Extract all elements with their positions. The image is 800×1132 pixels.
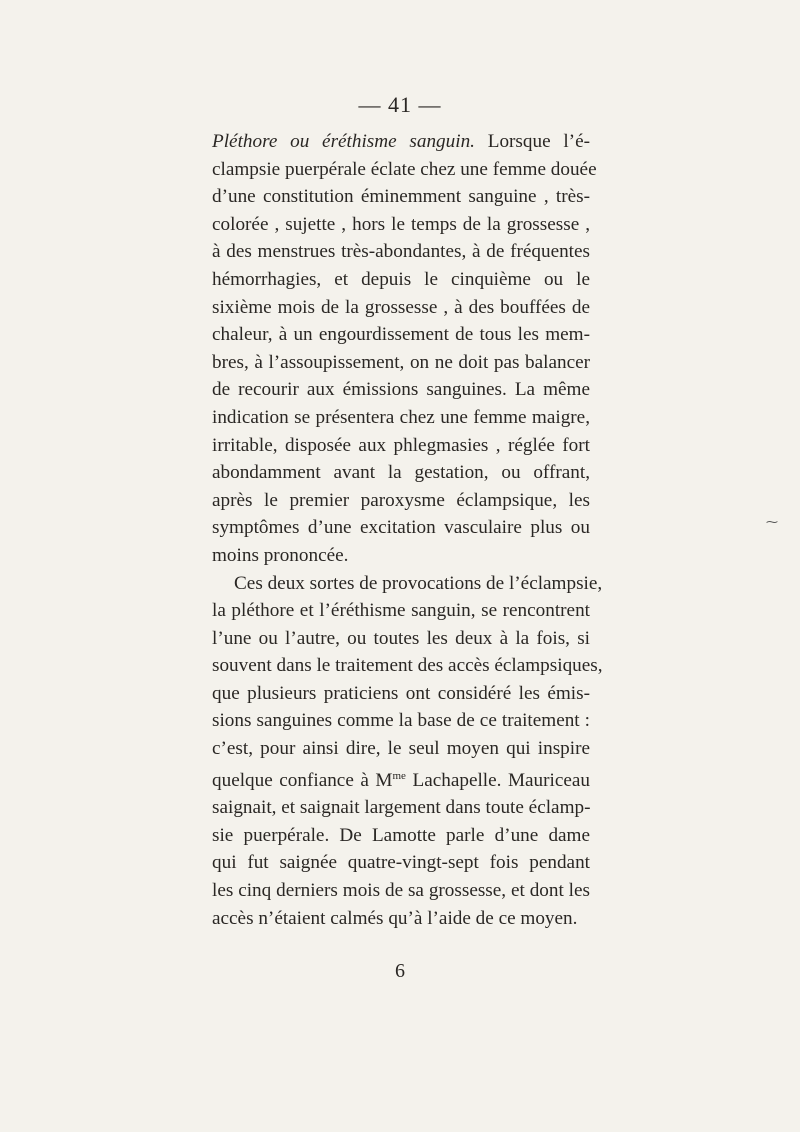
text-line: qui fut saignée quatre-vingt-sept fois pendant xyxy=(212,852,590,874)
ink-speck-icon: ⁓ xyxy=(766,515,778,529)
section-lead-italic: Pléthore ou éréthisme sanguin. xyxy=(212,131,475,152)
text-line: souvent dans le traitement des accès éclampsiques, xyxy=(212,655,603,677)
text-line: hémorrhagies, et depuis le cinquième ou le xyxy=(212,268,590,290)
text-line: bres, à l’assoupissement, on ne doit pas balancer xyxy=(212,351,590,373)
text-line-rest: Lorsque l’é- xyxy=(474,131,590,152)
text-line: sie puerpérale. De Lamotte parle d’une dame xyxy=(212,824,590,846)
text-line: clampsie puerpérale éclate chez une femme douée xyxy=(212,158,597,180)
text-line: sions sanguines comme la base de ce traitement : xyxy=(212,710,590,732)
text-line: les cinq derniers mois de sa grossesse, et dont les xyxy=(212,880,590,902)
text-line: colorée , sujette , hors le temps de la grossesse , xyxy=(212,213,590,235)
text-line: moins prononcée. xyxy=(212,544,349,566)
text-line: symptômes d’une excitation vasculaire plus ou xyxy=(212,517,590,539)
text-line: saignait, et saignait largement dans toute éclamp- xyxy=(212,797,591,819)
signature-mark: 6 xyxy=(395,960,405,982)
text-line: c’est, pour ainsi dire, le seul moyen qui inspire xyxy=(212,738,590,760)
superscript: me xyxy=(392,769,406,782)
text-line: indication se présentera chez une femme maigre, xyxy=(212,406,590,428)
text-line: à des menstrues très-abondantes, à de fréquentes xyxy=(212,241,590,263)
text-line: chaleur, à un engourdissement de tous les mem- xyxy=(212,324,590,346)
text-line: irritable, disposée aux phlegmasies , réglée fort xyxy=(212,434,590,456)
text-line: de recourir aux émissions sanguines. La même xyxy=(212,379,590,401)
text-line: l’une ou l’autre, ou toutes les deux à la fois, si xyxy=(212,627,590,649)
page-number: — 41 — xyxy=(358,92,442,117)
text-line-part: quelque confiance à M xyxy=(212,769,393,791)
text-line-part: Lachapelle. Mauriceau xyxy=(405,769,591,791)
body-text xyxy=(212,128,603,932)
text-line: la pléthore et l’éréthisme sanguin, se rencontrent xyxy=(212,600,590,622)
text-line: d’une constitution éminemment sanguine , très- xyxy=(212,186,590,208)
text-line xyxy=(212,128,590,156)
text-line: sixième mois de la grossesse , à des bouffées de xyxy=(212,296,590,318)
text-line: que plusieurs praticiens ont considéré les émis- xyxy=(212,682,590,704)
text-line: après le premier paroxysme éclampsique, les xyxy=(212,489,590,511)
text-line: abondamment avant la gestation, ou offrant, xyxy=(212,462,590,484)
paragraph-start-line: Ces deux sortes de provocations de l’éclampsie, xyxy=(234,572,603,594)
text-line: accès n’étaient calmés qu’à l’aide de ce moyen. xyxy=(212,907,578,929)
text-line xyxy=(212,763,590,795)
